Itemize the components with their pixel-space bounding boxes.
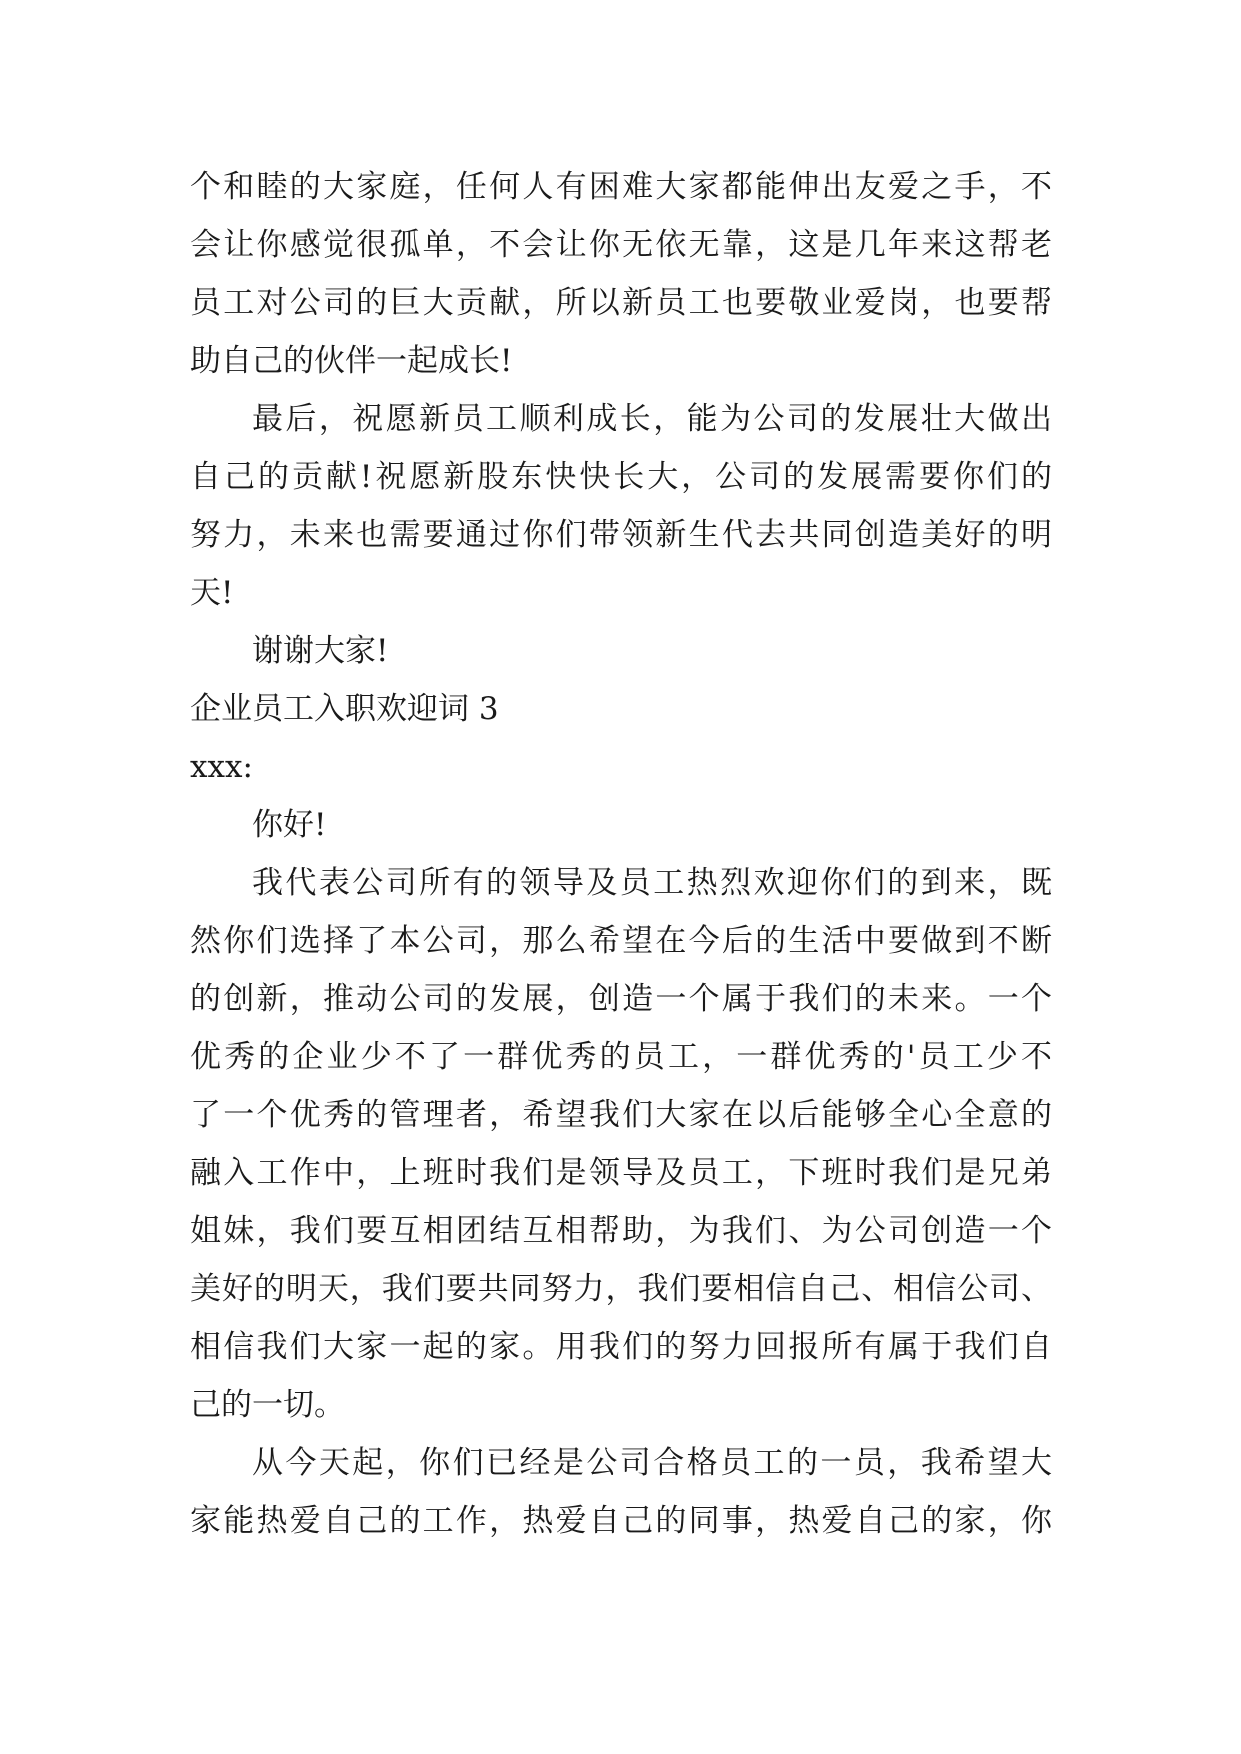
salutation: xxx: [190, 749, 253, 785]
text-line: 努力，未来也需要通过你们带领新生代去共同创造美好的明 [190, 517, 1052, 553]
text-line: 助自己的伙伴一起成长! [190, 343, 513, 379]
paragraph [190, 158, 1052, 390]
thanks-line: 谢谢大家! [252, 633, 389, 669]
text-line: 融入工作中，上班时我们是领导及员工，下班时我们是兄弟 [190, 1155, 1052, 1191]
text-line: 己的一切。 [190, 1387, 345, 1423]
text-line: 员工对公司的巨大贡献，所以新员工也要敬业爱岗，也要帮 [190, 285, 1052, 321]
text-line: 自己的贡献!祝愿新股东快快长大，公司的发展需要你们的 [190, 459, 1052, 495]
greeting: 你好! [252, 807, 327, 843]
text-line: 家能热爱自己的工作，热爱自己的同事，热爱自己的家，你 [190, 1503, 1052, 1539]
text-line: 我代表公司所有的领导及员工热烈欢迎你们的到来，既 [252, 865, 1052, 901]
text-line: 从今天起，你们已经是公司合格员工的一员，我希望大 [252, 1445, 1052, 1481]
text-line: 了一个优秀的管理者，希望我们大家在以后能够全心全意的 [190, 1097, 1052, 1133]
text-line: 会让你感觉很孤单，不会让你无依无靠，这是几年来这帮老 [190, 227, 1052, 263]
paragraph [190, 390, 1052, 622]
text-line: 最后，祝愿新员工顺利成长，能为公司的发展壮大做出 [252, 401, 1052, 437]
text-line: 相信我们大家一起的家。用我们的努力回报所有属于我们自 [190, 1329, 1052, 1365]
text-line: 个和睦的大家庭，任何人有困难大家都能伸出友爱之手，不 [190, 169, 1052, 205]
text-line: 美好的明天，我们要共同努力，我们要相信自己、相信公司、 [190, 1271, 1052, 1307]
document-body [190, 158, 1052, 1550]
text-line: 优秀的企业少不了一群优秀的员工，一群优秀的'员工少不 [190, 1039, 1052, 1075]
text-line: 天! [190, 575, 234, 611]
text-line: 的创新，推动公司的发展，创造一个属于我们的未来。一个 [190, 981, 1052, 1017]
paragraph [190, 854, 1052, 1434]
paragraph [190, 1434, 1052, 1550]
section-heading: 企业员工入职欢迎词 3 [190, 691, 499, 727]
text-line: 姐妹，我们要互相团结互相帮助，为我们、为公司创造一个 [190, 1213, 1052, 1249]
text-line: 然你们选择了本公司，那么希望在今后的生活中要做到不断 [190, 923, 1052, 959]
